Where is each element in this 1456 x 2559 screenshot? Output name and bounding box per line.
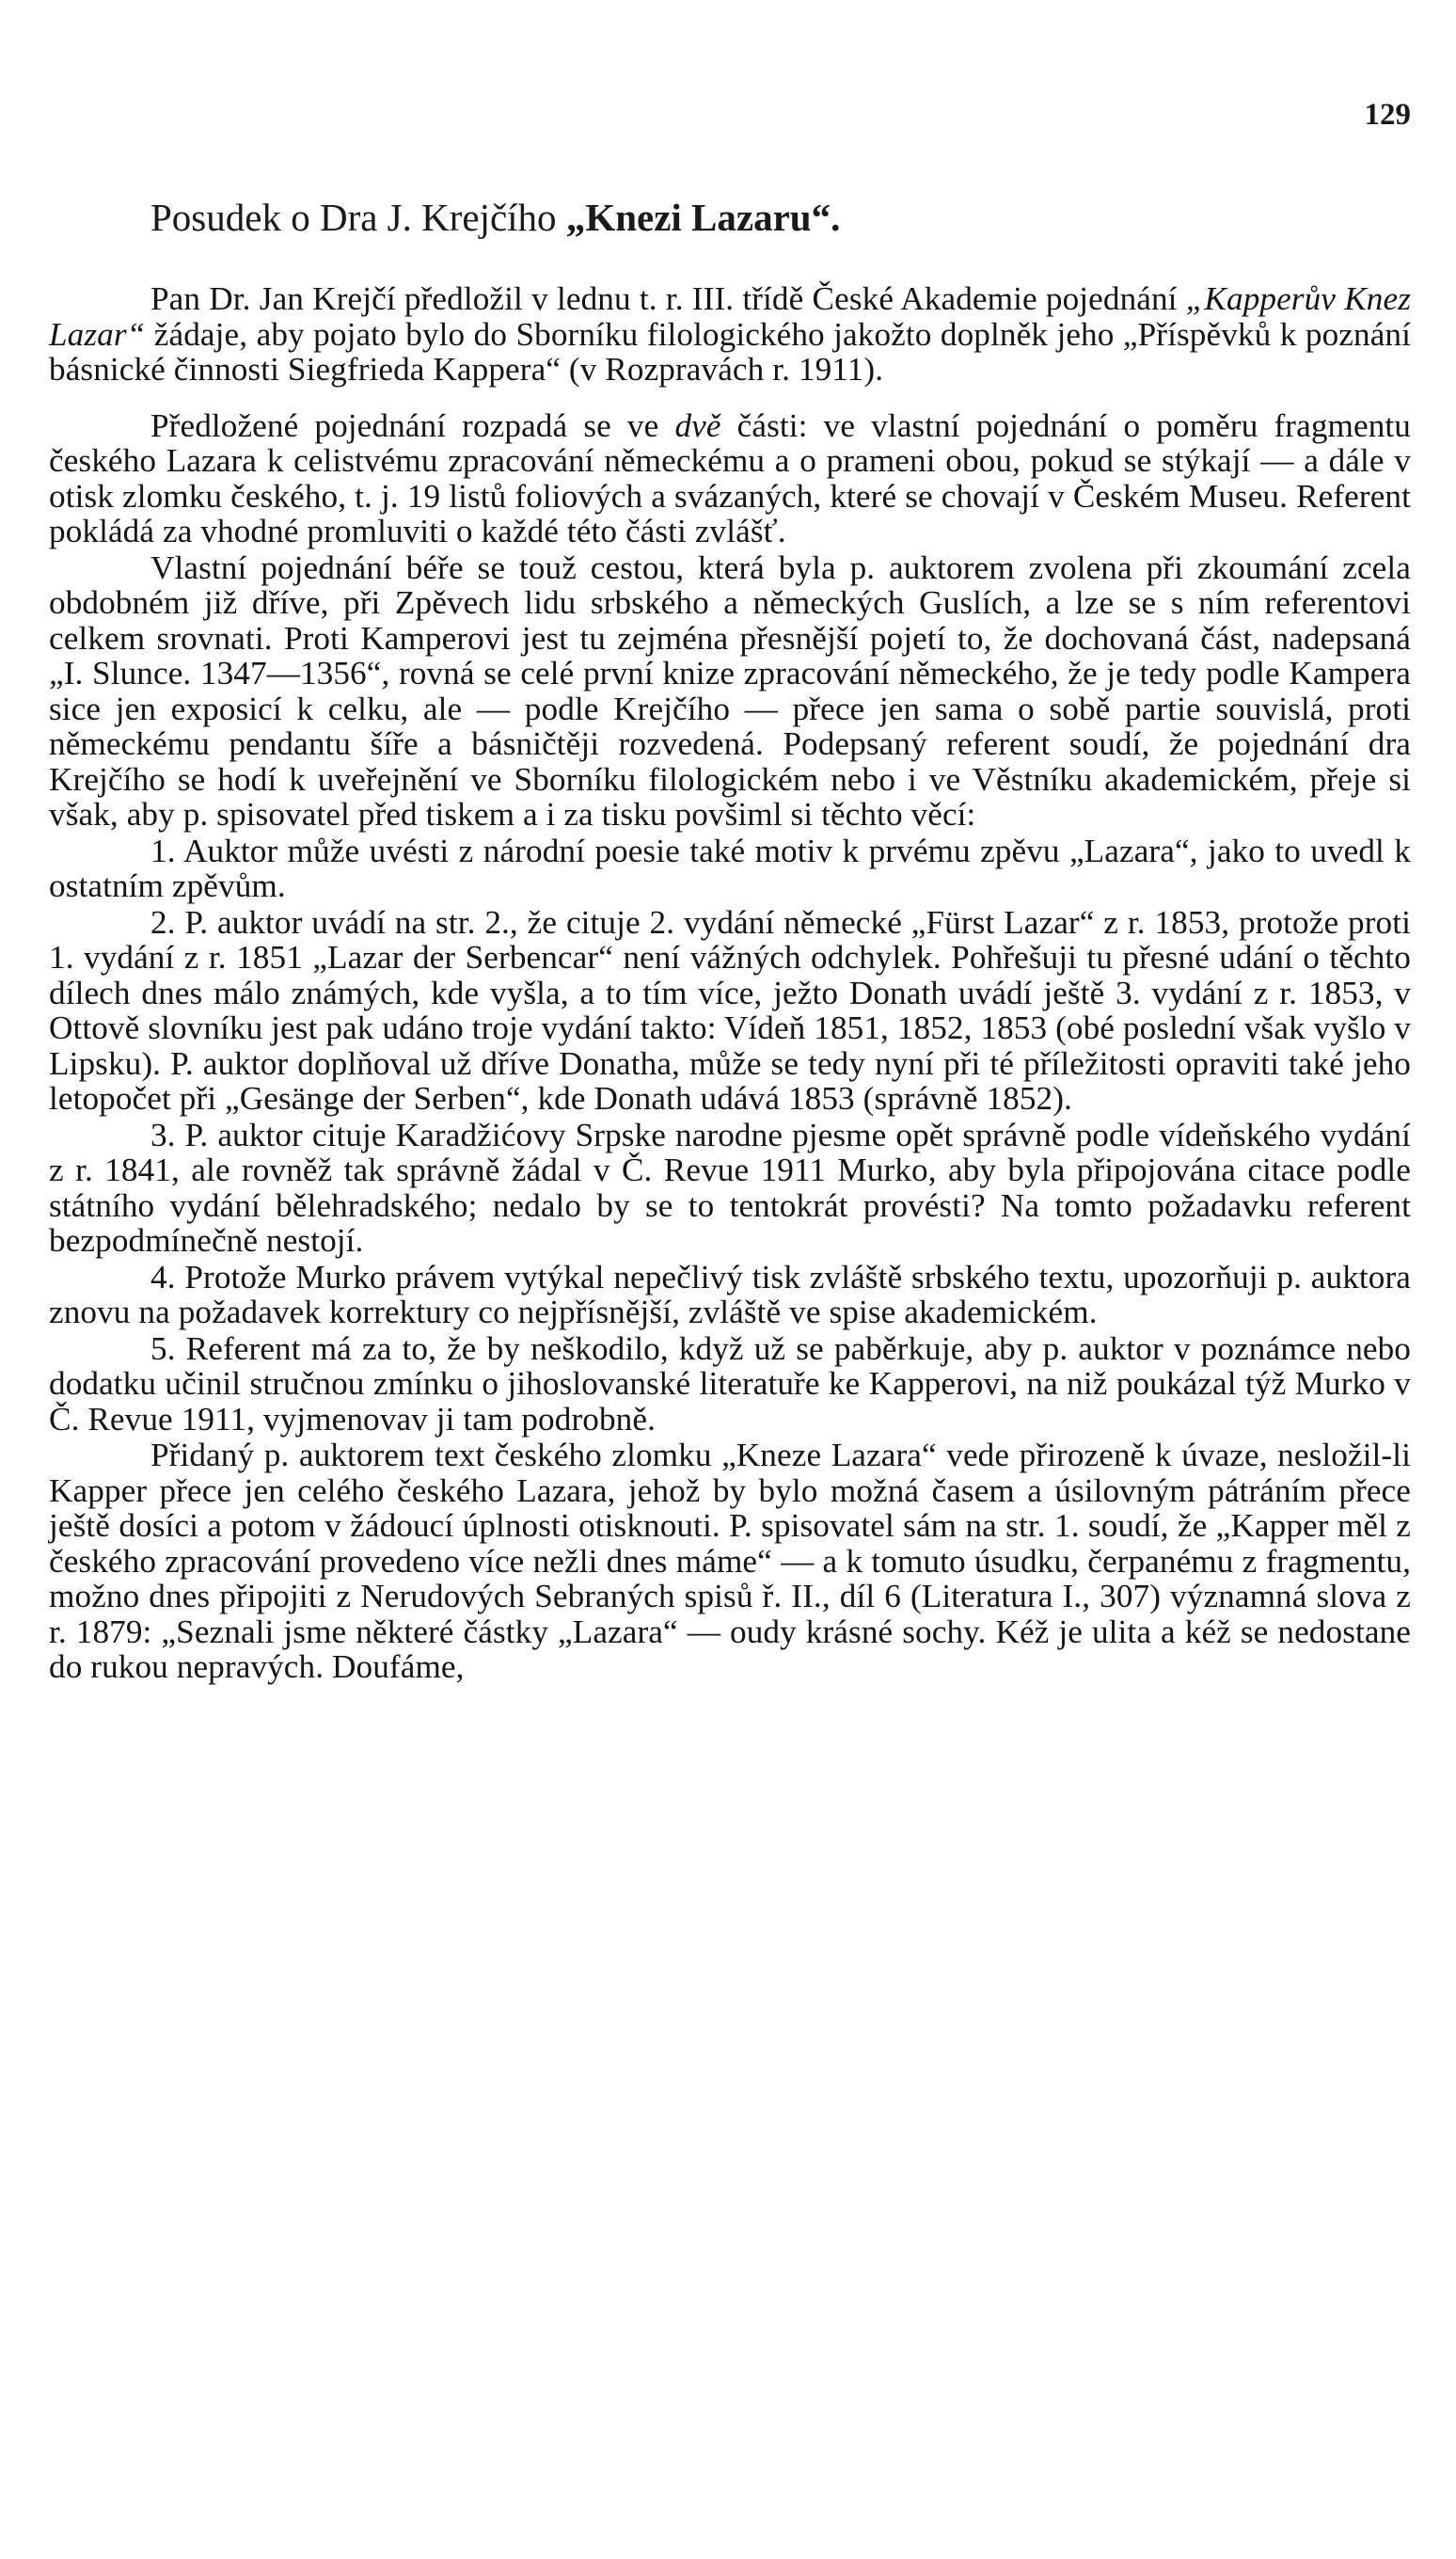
paragraph-point-4: 4. Protože Murko právem vytýkal nepečlivý tisk zvláště srbského textu, upozorňuji p. auktora znovu na požadavek korrektury co nejpřísnější, zvláště ve spise akademickém. (49, 1258, 1411, 1330)
paragraph-structure-part-a: Předložené pojednání rozpadá se ve (150, 406, 675, 444)
page-title (150, 193, 1411, 242)
paragraph-fragment: Přidaný p. auktorem text českého zlomku „Kneze Lazara“ vede přirozeně k úvaze, nesložil-li Kapper přece jen celého českého Lazara, jehož by bylo možná časem a úsilovným pátráním přece ještě dosíci a potom v žádoucí úplnosti otisknouti. P. spisovatel sám na str. 1. soudí, že „Kapper měl z českého zpracování provedeno více nežli dnes máme“ — a k tomuto úsudku, čerpanému z fragmentu, možno dnes připojiti z Nerudových Sebraných spisů ř. II., díl 6 (Literatura I., 307) významná slova z r. 1879: „Seznali jsme některé částky „Lazara“ — oudy krásné sochy. Kéž je ulita a kéž se nedostane do rukou nepravých. Doufáme, (49, 1437, 1411, 1685)
paragraph-structure (49, 408, 1411, 549)
emphasis-italic: dvě (674, 406, 721, 444)
paragraph-intro-part-a: Pan Dr. Jan Krejčí předložil v lednu t. r. III. třídě České Akademie pojednání (150, 280, 1186, 317)
paragraph-analysis: Vlastní pojednání béře se touž cestou, která byla p. auktorem zvolena při zkoumání zcela obdobném již dříve, při Zpěvech lidu srbského a německých Guslích, a lze se s ním referentovi celkem srovnati. Proti Kamperovi jest tu zejména přesnější pojetí to, že dochovaná část, nadepsaná „I. Slunce. 1347—1356“, rovná se celé první knize zpracování německého, že je tedy podle Kampera sice jen exposicí k celku, ale — podle Krejčího — přece jen sama o sobě partie souvislá, proti německému pendantu šíře a básničtěji rozvedená. Podepsaný referent soudí, že pojednání dra Krejčího se hodí k uveřejnění ve Sborníku filologickém nebo i ve Věstníku akademickém, přeje si však, aby p. spisovatel před tiskem a i za tisku povšiml si těchto věcí: (49, 548, 1411, 833)
work-title-italic: „Kapperův Knez Lazar“ (49, 280, 1411, 353)
paragraph-structure-part-c: části: ve vlastní pojednání o poměru fragmentu českého Lazara k celistvému zpracování německému a o prameni obou, pokud se stýkají — a dále v otisk zlomku českého, t. j. 19 listů foliových a svázaných, které se chovají v Českém Museu. Referent pokládá za vhodné promluviti o každé této části zvlášť. (49, 406, 1411, 549)
title-prefix: Posudek o Dra J. Krejčího (150, 196, 566, 239)
paragraph-point-2: 2. P. auktor uvádí na str. 2., že cituje 2. vydání německé „Fürst Lazar“ z r. 1853, protože proti 1. vydání z r. 1851 „Lazar der Serbencar“ není vážných odchylek. Pohřešuji tu přesné udání o těchto dílech dnes málo známých, kde vyšla, a to tím více, ježto Donath uvádí ještě 3. vydání z r. 1853, v Ottově slovníku jest pak udáno troje vydání takto: Vídeň 1851, 1852, 1853 (obé poslední však vyšlo v Lipsku). P. auktor doplňoval už dříve Donatha, může se tedy nyní při té příležitosti opraviti také jeho letopočet při „Gesänge der Serben“, kde Donath udává 1853 (správně 1852). (49, 903, 1411, 1117)
paragraph-intro-part-c: žádaje, aby pojato bylo do Sborníku filologického jakožto doplněk jeho „Příspěvků k poznání básnické činnosti Siegfrieda Kappera“ (v Rozpravách r. 1911). (49, 315, 1411, 388)
paragraph-point-5: 5. Referent má za to, že by neškodilo, když už se paběrkuje, aby p. auktor v poznámce nebo dodatku učinil stručnou zmínku o jihoslovanské literatuře ke Kapperovi, na niž poukázal týž Murko v Č. Revue 1911, vyjmenovav ji tam podrobně. (49, 1329, 1411, 1438)
document-page (49, 89, 1411, 1685)
paragraph-point-3: 3. P. auktor cituje Karadžićovy Srpske narodne pjesme opět správně podle vídeňského vydání z r. 1841, ale rovněž tak správně žádal v Č. Revue 1911 Murko, aby byla připojována citace podle státního vydání bělehradského; nedalo by se to tentokrát provésti? Na tomto požadavku referent bezpodmínečně nestojí. (49, 1116, 1411, 1259)
paragraph-intro (49, 281, 1411, 388)
title-bold-part: „Knezi Lazaru“. (565, 196, 841, 239)
page-number: 129 (1364, 98, 1411, 132)
paragraph-point-1: 1. Auktor může uvésti z národní poesie také motiv k prvému zpěvu „Lazara“, jako to uvedl k ostatním zpěvům. (49, 832, 1411, 904)
